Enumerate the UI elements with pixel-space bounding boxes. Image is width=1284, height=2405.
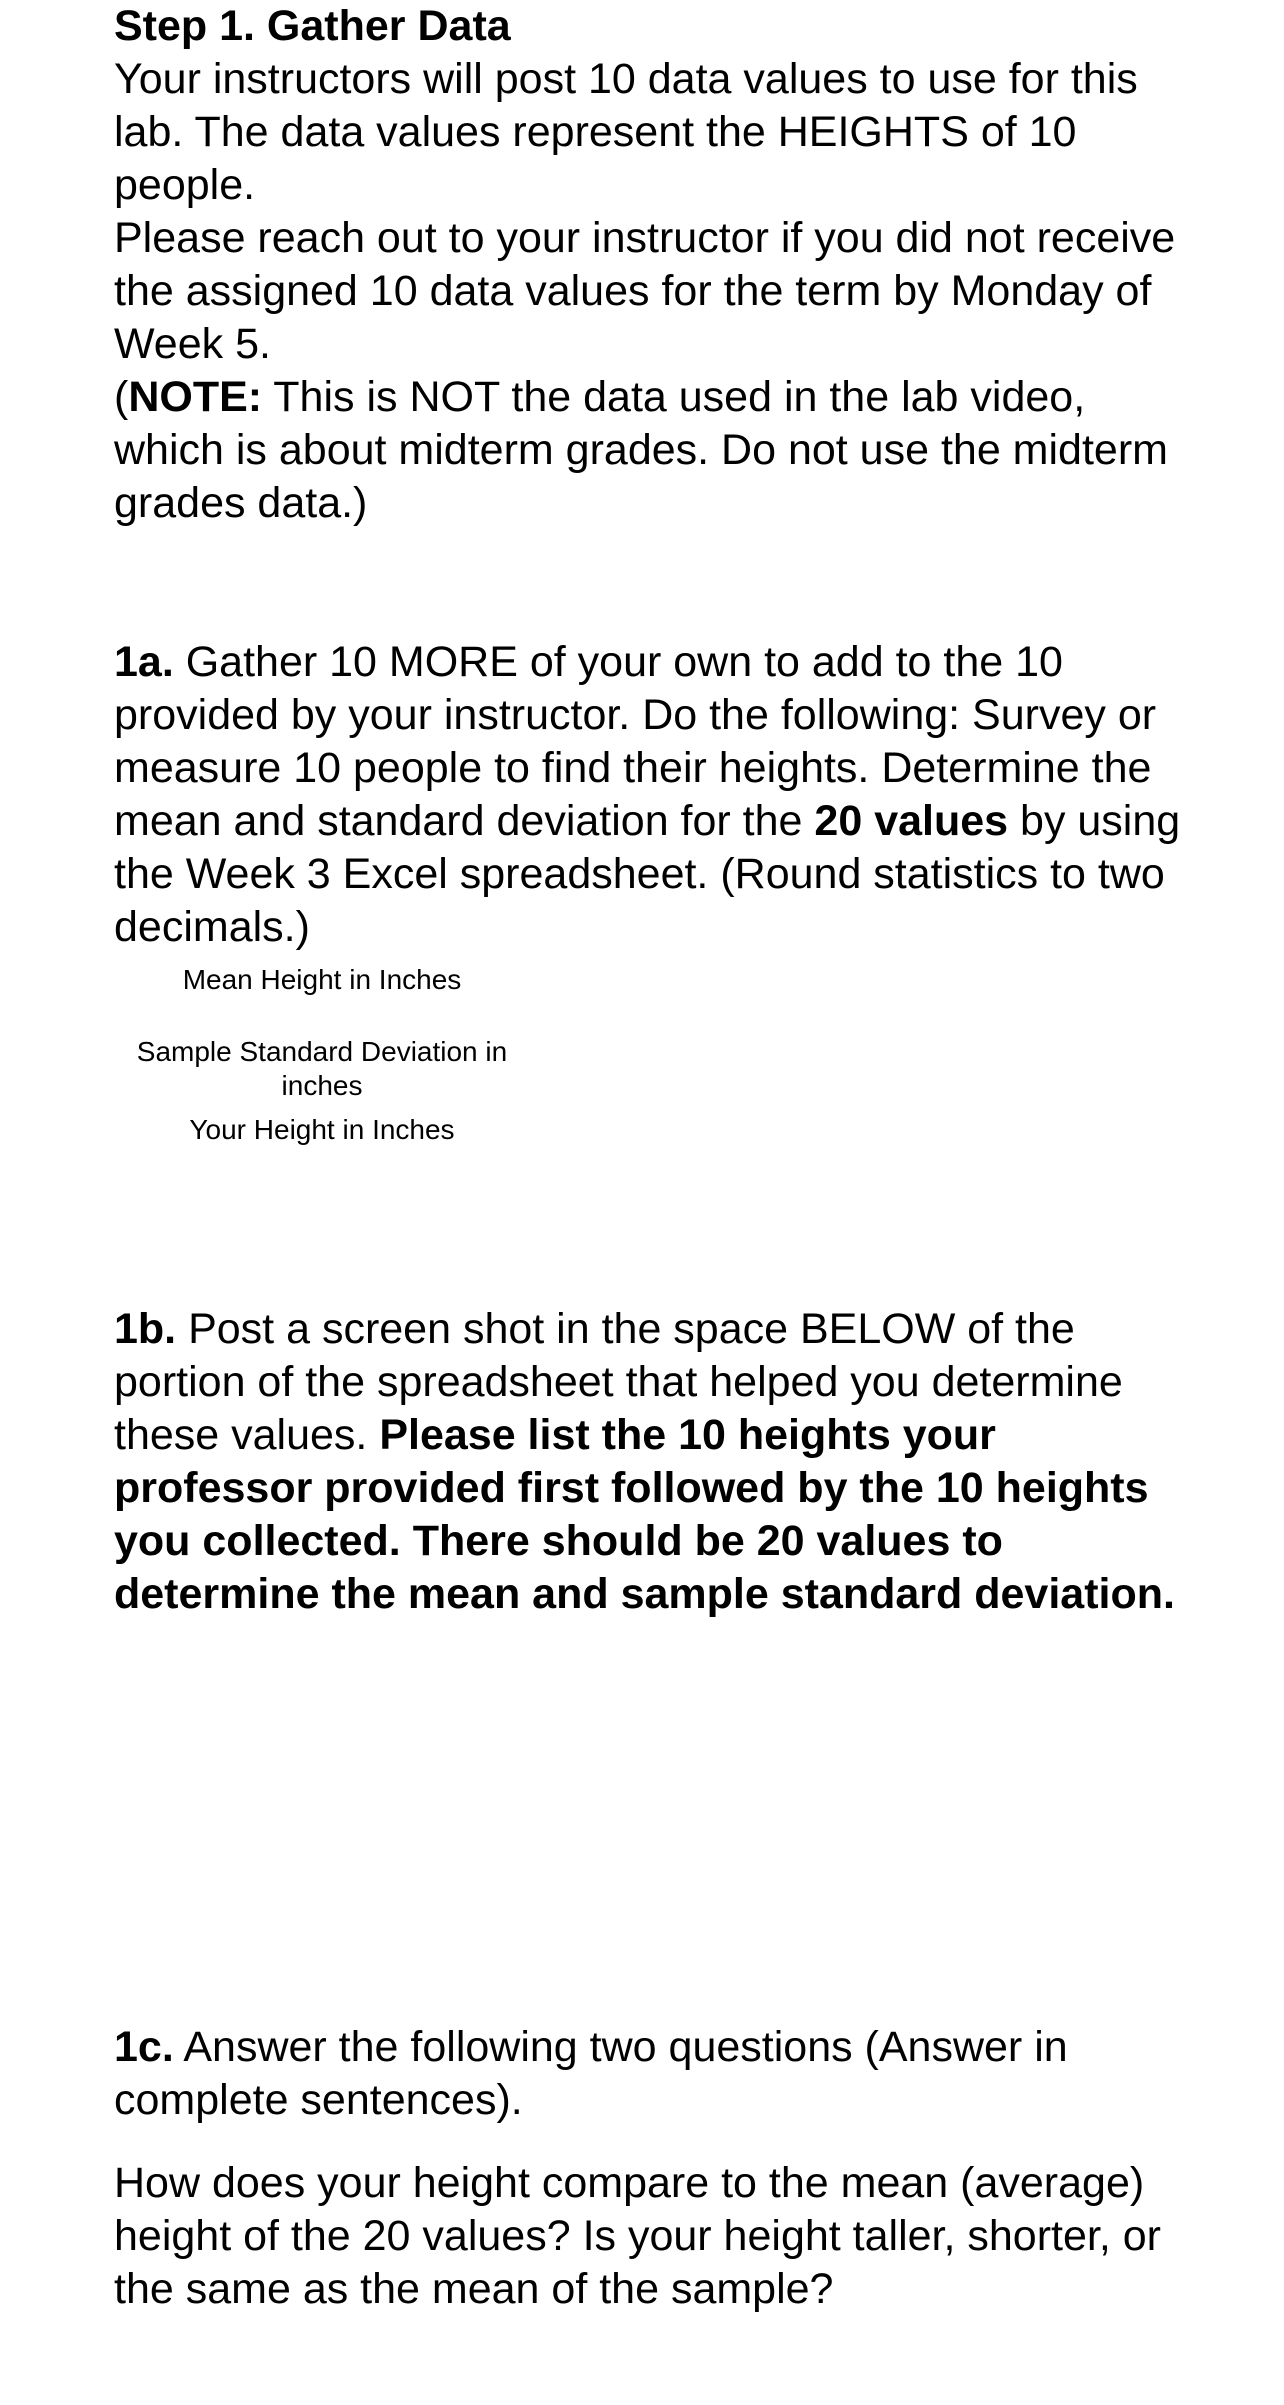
question-1c-label: 1c. [114,2023,174,2071]
your-height-label: Your Height in Inches [189,1114,455,1145]
question-1a [114,636,1194,954]
question-1c-text: Answer the following two questions (Answer in complete sentences). [114,2023,1068,2124]
question-1b-label: 1b. [114,1305,177,1353]
question-1a-text-after: by using the Week 3 Excel spreadsheet. (Round statistics to two decimals.) [114,797,1181,951]
question-1a-bold: 20 values [814,797,1009,845]
question-1b-bold: Please list the 10 heights your professor provided first followed by the 10 heights you collected. There should be 20 values to determine the mean and sample standard deviation. [114,1411,1175,1618]
step-intro: Your instructors will post 10 data values to use for this lab. The data values represent the HEIGHTS of 10 people. [114,55,1138,209]
mean-height-label: Mean Height in Inches [182,964,462,995]
stats-table [120,954,524,1303]
note-text: This is NOT the data used in the lab video, which is about midterm grades. Do not use the midterm grades data.) [114,373,1168,527]
screenshot-space[interactable] [114,1621,1194,2021]
note-open-paren: ( [114,373,129,421]
step-reach-out: Please reach out to your instructor if you did not receive the assigned 10 data values for the term by Monday of Week 5. [114,214,1176,368]
question-1c [114,2021,1194,2127]
document-page [114,0,1194,2316]
note-label: NOTE: [128,373,263,421]
spacer [114,2127,1194,2157]
question-1b [114,1303,1194,1621]
step-title: Step 1. Gather Data [114,2,511,50]
sample-sd-label: Sample Standard Deviation in inches [136,1036,508,1101]
question-1c-prompt: How does your height compare to the mean (average) height of the 20 values? Is your height taller, shorter, or the same as the mean of the sample? [114,2159,1161,2313]
question-1a-text-before: Gather 10 MORE of your own to add to the 10 provided by your instructor. Do the following: Survey or measure 10 people to find their heights. Determine the mean and standard deviation for the [114,638,1157,845]
question-1a-label: 1a. [114,638,174,686]
step-note [114,371,1194,530]
question-1b-text: Post a screen shot in the space BELOW of the portion of the spreadsheet that helped you determine these values. [114,1305,1123,1459]
